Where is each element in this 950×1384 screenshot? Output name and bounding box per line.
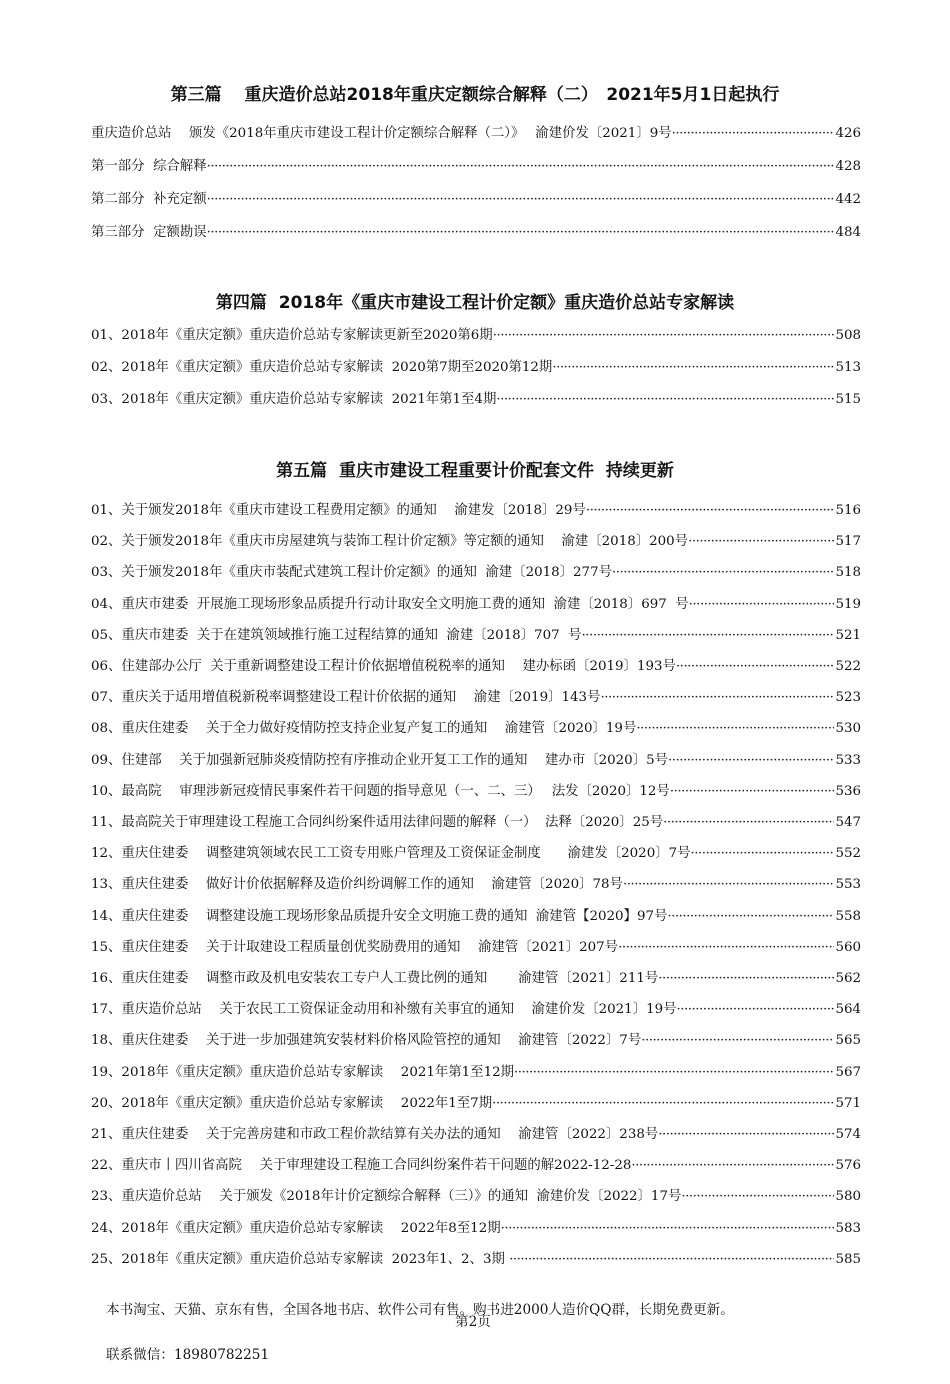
leader-dots <box>672 126 835 141</box>
toc-entry[interactable] <box>91 811 861 833</box>
toc-entry-page: 571 <box>835 1095 861 1111</box>
leader-dots <box>677 1002 835 1017</box>
toc-entry[interactable] <box>91 324 861 346</box>
toc-entry-page: 513 <box>835 360 861 375</box>
sales-note: 本书淘宝、天猫、京东有售，全国各地书店、软件公司有售。购书进2000人造价QQ群，长期免费更新。 <box>106 1302 734 1318</box>
toc-entry-text: 03、2018年《重庆定额》重庆造价总站专家解读 2021年第1至4期 <box>91 392 497 407</box>
leader-dots <box>586 503 835 518</box>
toc-entry-page: 552 <box>835 846 861 862</box>
toc-entry[interactable] <box>91 221 861 243</box>
leader-dots <box>618 940 834 955</box>
leader-dots <box>658 1127 834 1142</box>
toc-entry-text: 16、重庆住建委 调整市政及机电安装农工专户人工费比例的通知 渝建管〔2021〕211号 <box>91 971 659 986</box>
toc-entry-text: 第二部分 补充定额 <box>91 192 207 207</box>
section-3-title: 第三篇 重庆造价总站2018年重庆定额综合解释（二） 2021年5月1日起执行 <box>170 85 780 105</box>
toc-entry-page: 553 <box>835 877 861 893</box>
toc-entry-page: 428 <box>835 159 861 174</box>
toc-entry-text: 13、重庆住建委 做好计价依据解释及造价纠纷调解工作的通知 渝建管〔2020〕78号 <box>91 877 623 893</box>
wechat-contact: 联系微信：18980782251 <box>106 1347 270 1363</box>
leader-dots <box>631 1158 834 1173</box>
toc-entry-page: 574 <box>835 1127 861 1142</box>
toc-entry[interactable] <box>91 936 861 958</box>
toc-entry-page: 565 <box>835 1033 861 1049</box>
leader-dots <box>663 815 834 830</box>
toc-entry[interactable] <box>91 1029 861 1051</box>
toc-entry[interactable] <box>91 842 861 864</box>
toc-entry-page: 567 <box>835 1064 861 1080</box>
toc-entry[interactable] <box>91 1185 861 1207</box>
toc-entry-page: 523 <box>835 690 861 706</box>
leader-dots <box>688 534 834 549</box>
toc-entry-page: 516 <box>835 503 861 518</box>
toc-entry[interactable] <box>91 780 861 802</box>
leader-dots <box>636 721 834 736</box>
toc-entry-page: 580 <box>835 1189 861 1205</box>
toc-entry-text: 06、住建部办公厅 关于重新调整建设工程计价依据增值税税率的通知 建办标函〔2019〕193号 <box>91 659 676 674</box>
page-number: 第2页 <box>455 1314 491 1330</box>
toc-entry[interactable] <box>91 530 861 552</box>
toc-entry[interactable] <box>91 624 861 646</box>
toc-entry-text: 21、重庆住建委 关于完善房建和市政工程价款结算有关办法的通知 渝建管〔2022〕238号 <box>91 1127 659 1142</box>
toc-entry-page: 576 <box>835 1158 861 1174</box>
toc-entry-page: 536 <box>835 783 861 799</box>
toc-entry-text: 20、2018年《重庆定额》重庆造价总站专家解读 2022年1至7期 <box>91 1095 493 1111</box>
toc-entry[interactable] <box>91 1061 861 1083</box>
toc-entry-page: 562 <box>835 971 861 986</box>
toc-entry-text: 重庆造价总站 颁发《2018年重庆市建设工程计价定额综合解释（二）》 渝建价发〔2021〕9号 <box>91 126 672 141</box>
leader-dots <box>641 1033 834 1048</box>
leader-dots <box>582 628 835 643</box>
leader-dots <box>676 659 835 674</box>
toc-entry-text: 12、重庆住建委 调整建筑领域农民工工资专用账户管理及工资保证金制度 渝建发〔2020〕7号 <box>91 846 691 862</box>
toc-entry-text: 11、最高院关于审理建设工程施工合同纠纷案件适用法律问题的解释（一） 法释〔2020〕25号 <box>91 815 664 830</box>
toc-entry-text: 第一部分 综合解释 <box>91 159 207 174</box>
toc-entry-page: 442 <box>835 192 861 207</box>
toc-entry-text: 14、重庆住建委 调整建设施工现场形象品质提升安全文明施工费的通知 渝建管【2020】97号 <box>91 908 668 924</box>
toc-entry[interactable] <box>91 1248 861 1270</box>
leader-dots <box>207 159 835 174</box>
toc-entry-page: 515 <box>835 392 861 407</box>
leader-dots <box>207 192 835 207</box>
leader-dots <box>658 971 834 986</box>
toc-entry[interactable] <box>91 1092 861 1114</box>
toc-entry-text: 25、2018年《重庆定额》重庆造价总站专家解读 2023年1、2、3期 <box>91 1251 510 1267</box>
toc-entry[interactable] <box>91 188 861 210</box>
leader-dots <box>493 328 835 343</box>
toc-entry-text: 24、2018年《重庆定额》重庆造价总站专家解读 2022年8至12期 <box>91 1220 501 1236</box>
toc-entry-page: 585 <box>835 1251 861 1267</box>
toc-entry-text: 09、住建部 关于加强新冠肺炎疫情防控有序推动企业开复工工作的通知 建办市〔2020〕5号 <box>91 752 668 768</box>
toc-entry[interactable] <box>91 122 861 144</box>
leader-dots <box>670 784 835 799</box>
toc-entry-text: 10、最高院 审理涉新冠疫情民事案件若干问题的指导意见（一、二、三） 法发〔2020〕12号 <box>91 783 670 799</box>
leader-dots <box>667 909 834 924</box>
toc-entry[interactable] <box>91 388 861 410</box>
toc-entry-text: 23、重庆造价总站 关于颁发《2018年计价定额综合解释（三）》的通知 渝建价发〔2022〕17号 <box>91 1189 682 1205</box>
leader-dots <box>623 877 834 892</box>
toc-entry-text: 02、2018年《重庆定额》重庆造价总站专家解读 2020第7期至2020第12期 <box>91 360 553 375</box>
toc-entry-page: 558 <box>835 908 861 924</box>
toc-entry-text: 04、重庆市建委 开展施工现场形象品质提升行动计取安全文明施工费的通知 渝建〔2018〕697 号 <box>91 596 689 612</box>
toc-entry[interactable] <box>91 1123 861 1145</box>
leader-dots <box>612 565 834 580</box>
toc-entry-page: 518 <box>835 565 861 581</box>
toc-entry-page: 519 <box>835 596 861 612</box>
leader-dots <box>681 1189 834 1204</box>
toc-entry-text: 19、2018年《重庆定额》重庆造价总站专家解读 2021年第1至12期 <box>91 1064 514 1080</box>
toc-entry-text: 01、关于颁发2018年《重庆市建设工程费用定额》的通知 渝建发〔2018〕29号 <box>91 503 586 518</box>
leader-dots <box>509 1252 834 1267</box>
section-5-title: 第五篇 重庆市建设工程重要计价配套文件 持续更新 <box>276 461 674 481</box>
leader-dots <box>552 360 834 375</box>
toc-entry-text: 01、2018年《重庆定额》重庆造价总站专家解读更新至2020第6期 <box>91 328 493 343</box>
section-4-title: 第四篇 2018年《重庆市建设工程计价定额》重庆造价总站专家解读 <box>215 293 735 313</box>
toc-entry-page: 547 <box>835 815 861 830</box>
toc-entry-page: 530 <box>835 721 861 737</box>
toc-entry[interactable] <box>91 561 861 583</box>
toc-entry-page: 564 <box>835 1002 861 1018</box>
toc-entry[interactable] <box>91 655 861 677</box>
toc-entry[interactable] <box>91 1217 861 1239</box>
toc-entry-text: 03、关于颁发2018年《重庆市装配式建筑工程计价定额》的通知 渝建〔2018〕277号 <box>91 565 612 581</box>
toc-entry-text: 07、重庆关于适用增值税新税率调整建设工程计价依据的通知 渝建〔2019〕143号 <box>91 690 601 706</box>
toc-entry[interactable] <box>91 593 861 615</box>
toc-entry-page: 484 <box>835 225 861 240</box>
leader-dots <box>501 1221 835 1236</box>
toc-entry[interactable] <box>91 499 861 521</box>
toc-entry-page: 517 <box>835 534 861 550</box>
toc-entry-page: 508 <box>835 328 861 343</box>
toc-entry-text: 22、重庆市丨四川省高院 关于审理建设工程施工合同纠纷案件若干问题的解2022-12-28 <box>91 1158 632 1174</box>
leader-dots <box>689 597 835 612</box>
toc-entry[interactable] <box>91 1154 861 1176</box>
toc-entry-text: 02、关于颁发2018年《重庆市房屋建筑与装饰工程计价定额》等定额的通知 渝建〔2018〕200号 <box>91 534 689 550</box>
toc-entry[interactable] <box>91 749 861 771</box>
toc-entry-page: 426 <box>835 126 861 141</box>
toc-entry-text: 17、重庆造价总站 关于农民工工资保证金动用和补缴有关事宜的通知 渝建价发〔2021〕19号 <box>91 1002 677 1018</box>
toc-entry[interactable] <box>91 717 861 739</box>
toc-entry-text: 第三部分 定额勘误 <box>91 225 207 240</box>
toc-entry-text: 18、重庆住建委 关于进一步加强建筑安装材料价格风险管控的通知 渝建管〔2022〕7号 <box>91 1033 642 1049</box>
toc-entry-text: 05、重庆市建委 关于在建筑领域推行施工过程结算的通知 渝建〔2018〕707 号 <box>91 627 582 643</box>
toc-entry-text: 08、重庆住建委 关于全力做好疫情防控支持企业复产复工的通知 渝建管〔2020〕19号 <box>91 721 637 737</box>
toc-entry[interactable] <box>91 686 861 708</box>
toc-entry[interactable] <box>91 905 861 927</box>
leader-dots <box>600 690 834 705</box>
toc-entry-page: 583 <box>835 1220 861 1236</box>
toc-entry[interactable] <box>91 356 861 378</box>
leader-dots <box>691 846 835 861</box>
toc-entry[interactable] <box>91 967 861 989</box>
leader-dots <box>492 1096 834 1111</box>
toc-entry-page: 560 <box>835 939 861 955</box>
toc-entry-page: 533 <box>835 752 861 768</box>
leader-dots <box>514 1065 834 1080</box>
toc-entry[interactable] <box>91 998 861 1020</box>
toc-entry-page: 522 <box>835 659 861 674</box>
toc-entry-text: 15、重庆住建委 关于计取建设工程质量创优奖励费用的通知 渝建管〔2021〕207号 <box>91 939 619 955</box>
toc-entry-page: 521 <box>835 627 861 643</box>
toc-entry[interactable] <box>91 873 861 895</box>
leader-dots <box>207 225 835 240</box>
toc-entry[interactable] <box>91 155 861 177</box>
leader-dots <box>668 753 834 768</box>
leader-dots <box>496 392 834 407</box>
